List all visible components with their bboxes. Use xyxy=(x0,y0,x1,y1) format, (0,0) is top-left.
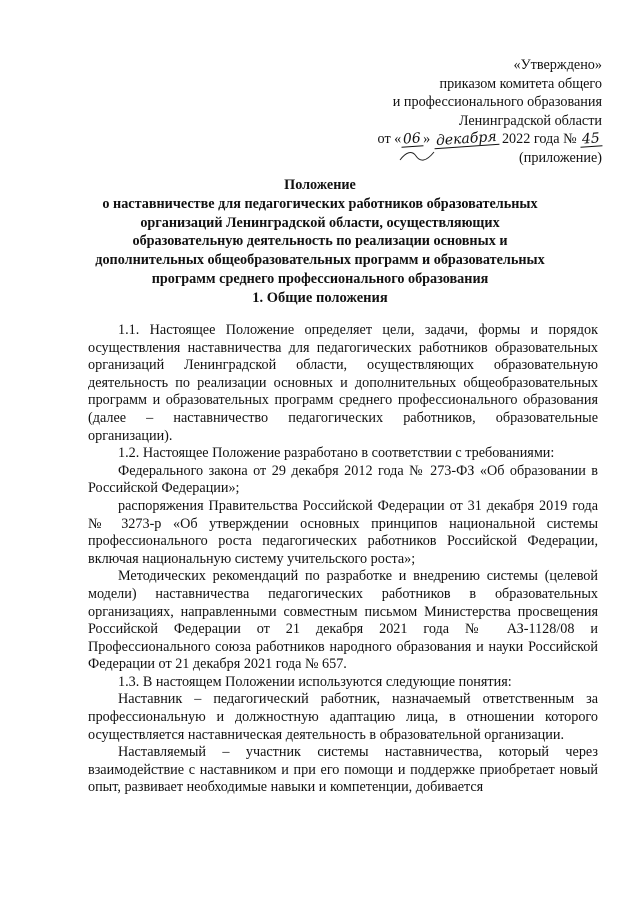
paragraph: Методических рекомендаций по разработке и внедрению системы (целевой модели) наставничества педагогических работников в образовательных организациях, направленными совместным письмом Министерства просвещения Российской Федерации от 21 декабря 2021 года № АЗ-1128/08 и Профессионального союза работников народного образования и науки Российской Федерации от 21 декабря 2021 года № 657. xyxy=(88,568,598,673)
paragraph: 1.2. Настоящее Положение разработано в соответствии с требованиями: xyxy=(118,445,555,462)
title-line-4: дополнительных общеобразовательных программ и образовательных xyxy=(95,252,545,269)
paragraph: 1.3. В настоящем Положении используются следующие понятия: xyxy=(118,673,512,690)
handwriting-flourish xyxy=(398,148,438,164)
title-line-2: организаций Ленинградской области, осуществляющих xyxy=(140,214,500,231)
handwritten-order-number: 45 xyxy=(581,130,601,148)
title-line-5: программ среднего профессионального образования xyxy=(151,270,489,287)
approval-date-line xyxy=(302,130,602,149)
paragraph: Федерального закона от 29 декабря 2012 года № 273-ФЗ «Об образовании в Российской Федерации»; xyxy=(88,462,598,497)
paragraph: распоряжения Правительства Российской Федерации от 31 декабря 2019 года № 3273-р «Об утверждении основных принципов национальной системы профессионального роста педагогических работников Российской Федерации, включая национальную систему учительского роста»; xyxy=(88,497,598,567)
handwritten-day: 06 xyxy=(402,130,422,148)
section-heading: 1. Общие положения xyxy=(252,290,388,306)
title-line-3: образовательную деятельность по реализации основных и xyxy=(132,233,508,250)
approval-order-line: приказом комитета общего xyxy=(439,75,602,92)
paragraph: Наставник – педагогический работник, назначаемый ответственным за профессиональную и должностную адаптацию лица, в отношении которого осуществляется наставническая деятельность в образовательной организации. xyxy=(88,691,598,743)
approval-committee-line: и профессионального образования xyxy=(392,94,602,110)
date-mid: » xyxy=(423,131,431,147)
document-title xyxy=(40,176,600,289)
title-heading: Положение xyxy=(284,177,356,193)
handwritten-month: декабря xyxy=(435,128,497,150)
approval-heading: «Утверждено» xyxy=(513,57,602,73)
approval-block xyxy=(302,56,602,167)
approval-region-line: Ленинградской области xyxy=(458,112,602,129)
date-prefix: от « xyxy=(377,131,402,147)
document-body xyxy=(88,322,598,797)
approval-appendix: (приложение) xyxy=(519,149,602,166)
paragraph: 1.1. Настоящее Положение определяет цели, задачи, формы и порядок осуществления наставничества для педагогических работников образовательных организаций Ленинградской области, осуществляющих образовательную деятельность по реализации основных и дополнительных общеобразовательных программ и образовательных программ среднего профессионального образования (далее – наставничество педагогических работников, образовательные организации). xyxy=(88,322,598,444)
title-line-1: о наставничестве для педагогических работников образовательных xyxy=(102,195,538,212)
paragraph: Наставляемый – участник системы наставничества, который через взаимодействие с наставником и при его помощи и поддержке приобретает новый опыт, развивает необходимые навыки и компетенции, добивается xyxy=(88,744,598,796)
date-year: 2022 года № xyxy=(501,131,577,147)
